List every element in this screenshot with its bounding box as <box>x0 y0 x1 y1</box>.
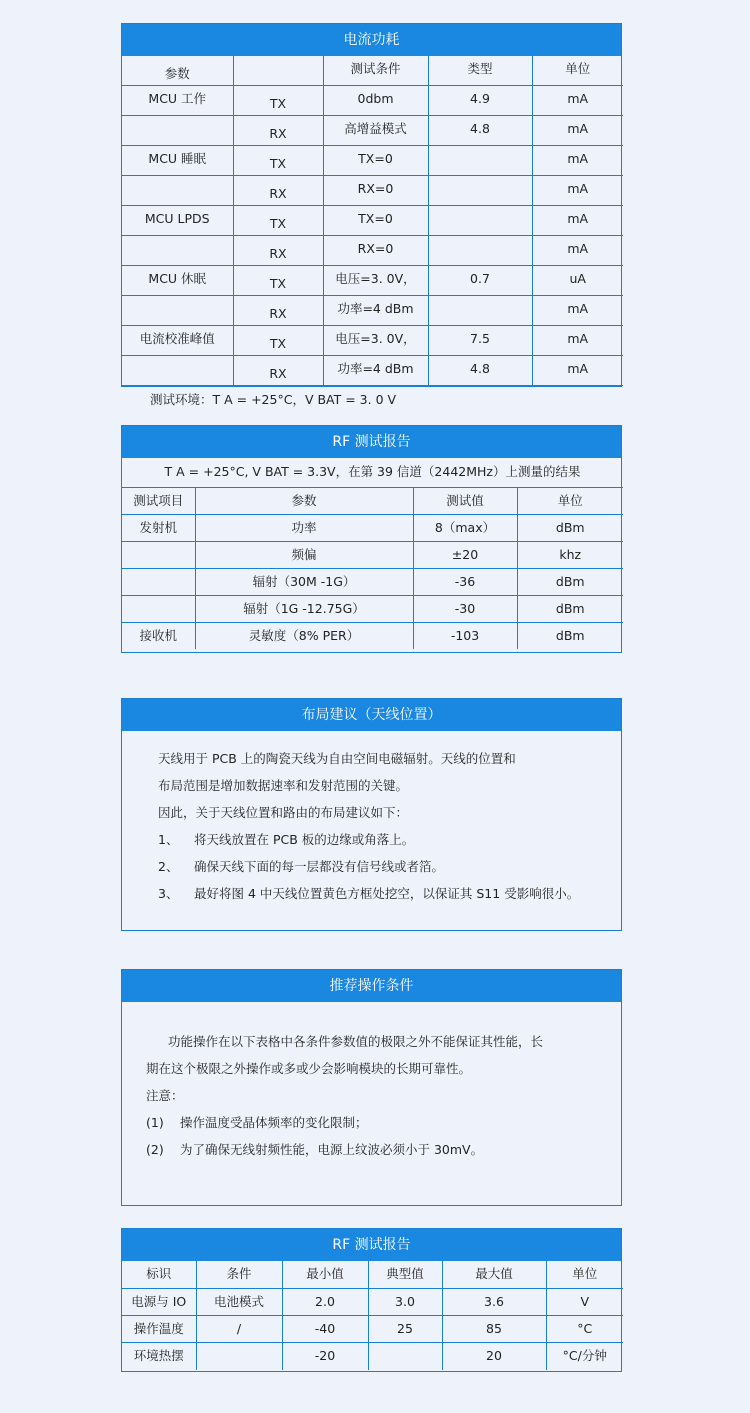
table-row: 操作温度 / -40 25 85 °C <box>122 1315 623 1342</box>
paragraph-line: 天线用于 PCB 上的陶瓷天线为自由空间电磁辐射。天线的位置和 <box>158 751 516 766</box>
table-row: 频偏 ±20 khz <box>122 541 623 568</box>
table-row: 电流校准峰值 TX 电压=3. 0V， 7.5 mA <box>122 326 623 356</box>
header-cell: 标识 <box>122 1261 196 1288</box>
panel-title: 布局建议（天线位置） <box>122 699 621 731</box>
power-table <box>122 56 623 415</box>
panel-title: RF 测试报告 <box>122 1229 621 1261</box>
table-row: 环境热摆 -20 20 °C/分钟 <box>122 1342 623 1370</box>
table-row: RX 高增益模式 4.8 mA <box>122 116 623 146</box>
panel-title: 电流功耗 <box>122 24 621 56</box>
paragraph-line: 注意： <box>146 1088 184 1103</box>
layout-advice-text <box>122 731 621 927</box>
header-cell: 条件 <box>196 1261 282 1288</box>
table-row: RX 功率=4 dBm 4.8 mA <box>122 356 623 386</box>
table-row: 辐射（1G -12.75G） -30 dBm <box>122 595 623 622</box>
table-row: RX RX=0 mA <box>122 176 623 206</box>
header-cell: 最小值 <box>282 1261 368 1288</box>
list-item: (1) 操作温度受晶体频率的变化限制； <box>146 1115 368 1130</box>
header-cell: 参数 <box>195 487 413 514</box>
table-row: MCU 睡眠 TX TX=0 mA <box>122 146 623 176</box>
header-cell: 测试值 <box>413 487 517 514</box>
table-header-row <box>122 56 623 86</box>
list-item: 3、 最好将图 4 中天线位置黄色方框处挖空，以保证其 S11 受影响很小。 <box>158 886 580 901</box>
table-header-row <box>122 487 623 514</box>
paragraph-line: 期在这个极限之外操作或多或少会影响模块的长期可靠性。 <box>146 1061 472 1076</box>
list-item: (2) 为了确保无线射频性能，电源上纹波必须小于 30mV。 <box>146 1142 484 1157</box>
panel-title: RF 测试报告 <box>122 426 621 458</box>
layout-advice-panel <box>121 698 622 931</box>
table-footer-row <box>122 386 623 415</box>
header-cell: 类型 <box>428 56 532 86</box>
table-row: RX RX=0 mA <box>122 236 623 266</box>
recommended-text <box>122 1002 621 1183</box>
table-row: 接收机 灵敏度（8% PER） -103 dBm <box>122 622 623 649</box>
header-cell: 单位 <box>532 56 623 86</box>
table-row: 辐射（30M -1G） -36 dBm <box>122 568 623 595</box>
rf-operating-table-panel <box>121 1228 622 1372</box>
rf-test-table <box>122 458 623 649</box>
operating-conditions-table <box>122 1261 623 1370</box>
header-cell: 单位 <box>546 1261 623 1288</box>
header-cell: 测试项目 <box>122 487 195 514</box>
test-environment-note: 测试环境：T A = +25°C，V BAT = 3. 0 V <box>122 386 623 415</box>
table-row: MCU LPDS TX TX=0 mA <box>122 206 623 236</box>
paragraph-line: 因此，关于天线位置和路由的布局建议如下： <box>158 805 409 820</box>
panel-title: 推荐操作条件 <box>122 970 621 1002</box>
recommended-conditions-panel <box>121 969 622 1206</box>
rf-test-report-panel <box>121 425 622 653</box>
header-cell <box>233 56 323 86</box>
header-cell: 典型值 <box>368 1261 442 1288</box>
table-row: 电源与 IO 电池模式 2.0 3.0 3.6 V <box>122 1288 623 1315</box>
header-cell: 测试条件 <box>323 56 428 86</box>
list-item: 1、 将天线放置在 PCB 板的边缘或角落上。 <box>158 832 415 847</box>
table-row: 发射机 功率 8（max） dBm <box>122 514 623 541</box>
power-consumption-panel <box>121 23 622 408</box>
table-row: RX 功率=4 dBm mA <box>122 296 623 326</box>
list-item: 2、 确保天线下面的每一层都没有信号线或者箔。 <box>158 859 445 874</box>
rf-test-conditions: T A = +25°C, V BAT = 3.3V，在第 39 信道（2442MHz）上测量的结果 <box>122 458 623 487</box>
paragraph-line: 功能操作在以下表格中各条件参数值的极限之外不能保证其性能，长 <box>168 1034 544 1049</box>
paragraph-line: 布局范围是增加数据速率和发射范围的关键。 <box>158 778 409 793</box>
table-subtitle-row <box>122 458 623 487</box>
header-cell: 单位 <box>517 487 623 514</box>
header-cell: 最大值 <box>442 1261 546 1288</box>
header-cell: 参数 <box>122 56 233 86</box>
table-header-row <box>122 1261 623 1288</box>
table-row: MCU 工作 TX 0dbm 4.9 mA <box>122 86 623 116</box>
table-row: MCU 休眠 TX 电压=3. 0V， 0.7 uA <box>122 266 623 296</box>
